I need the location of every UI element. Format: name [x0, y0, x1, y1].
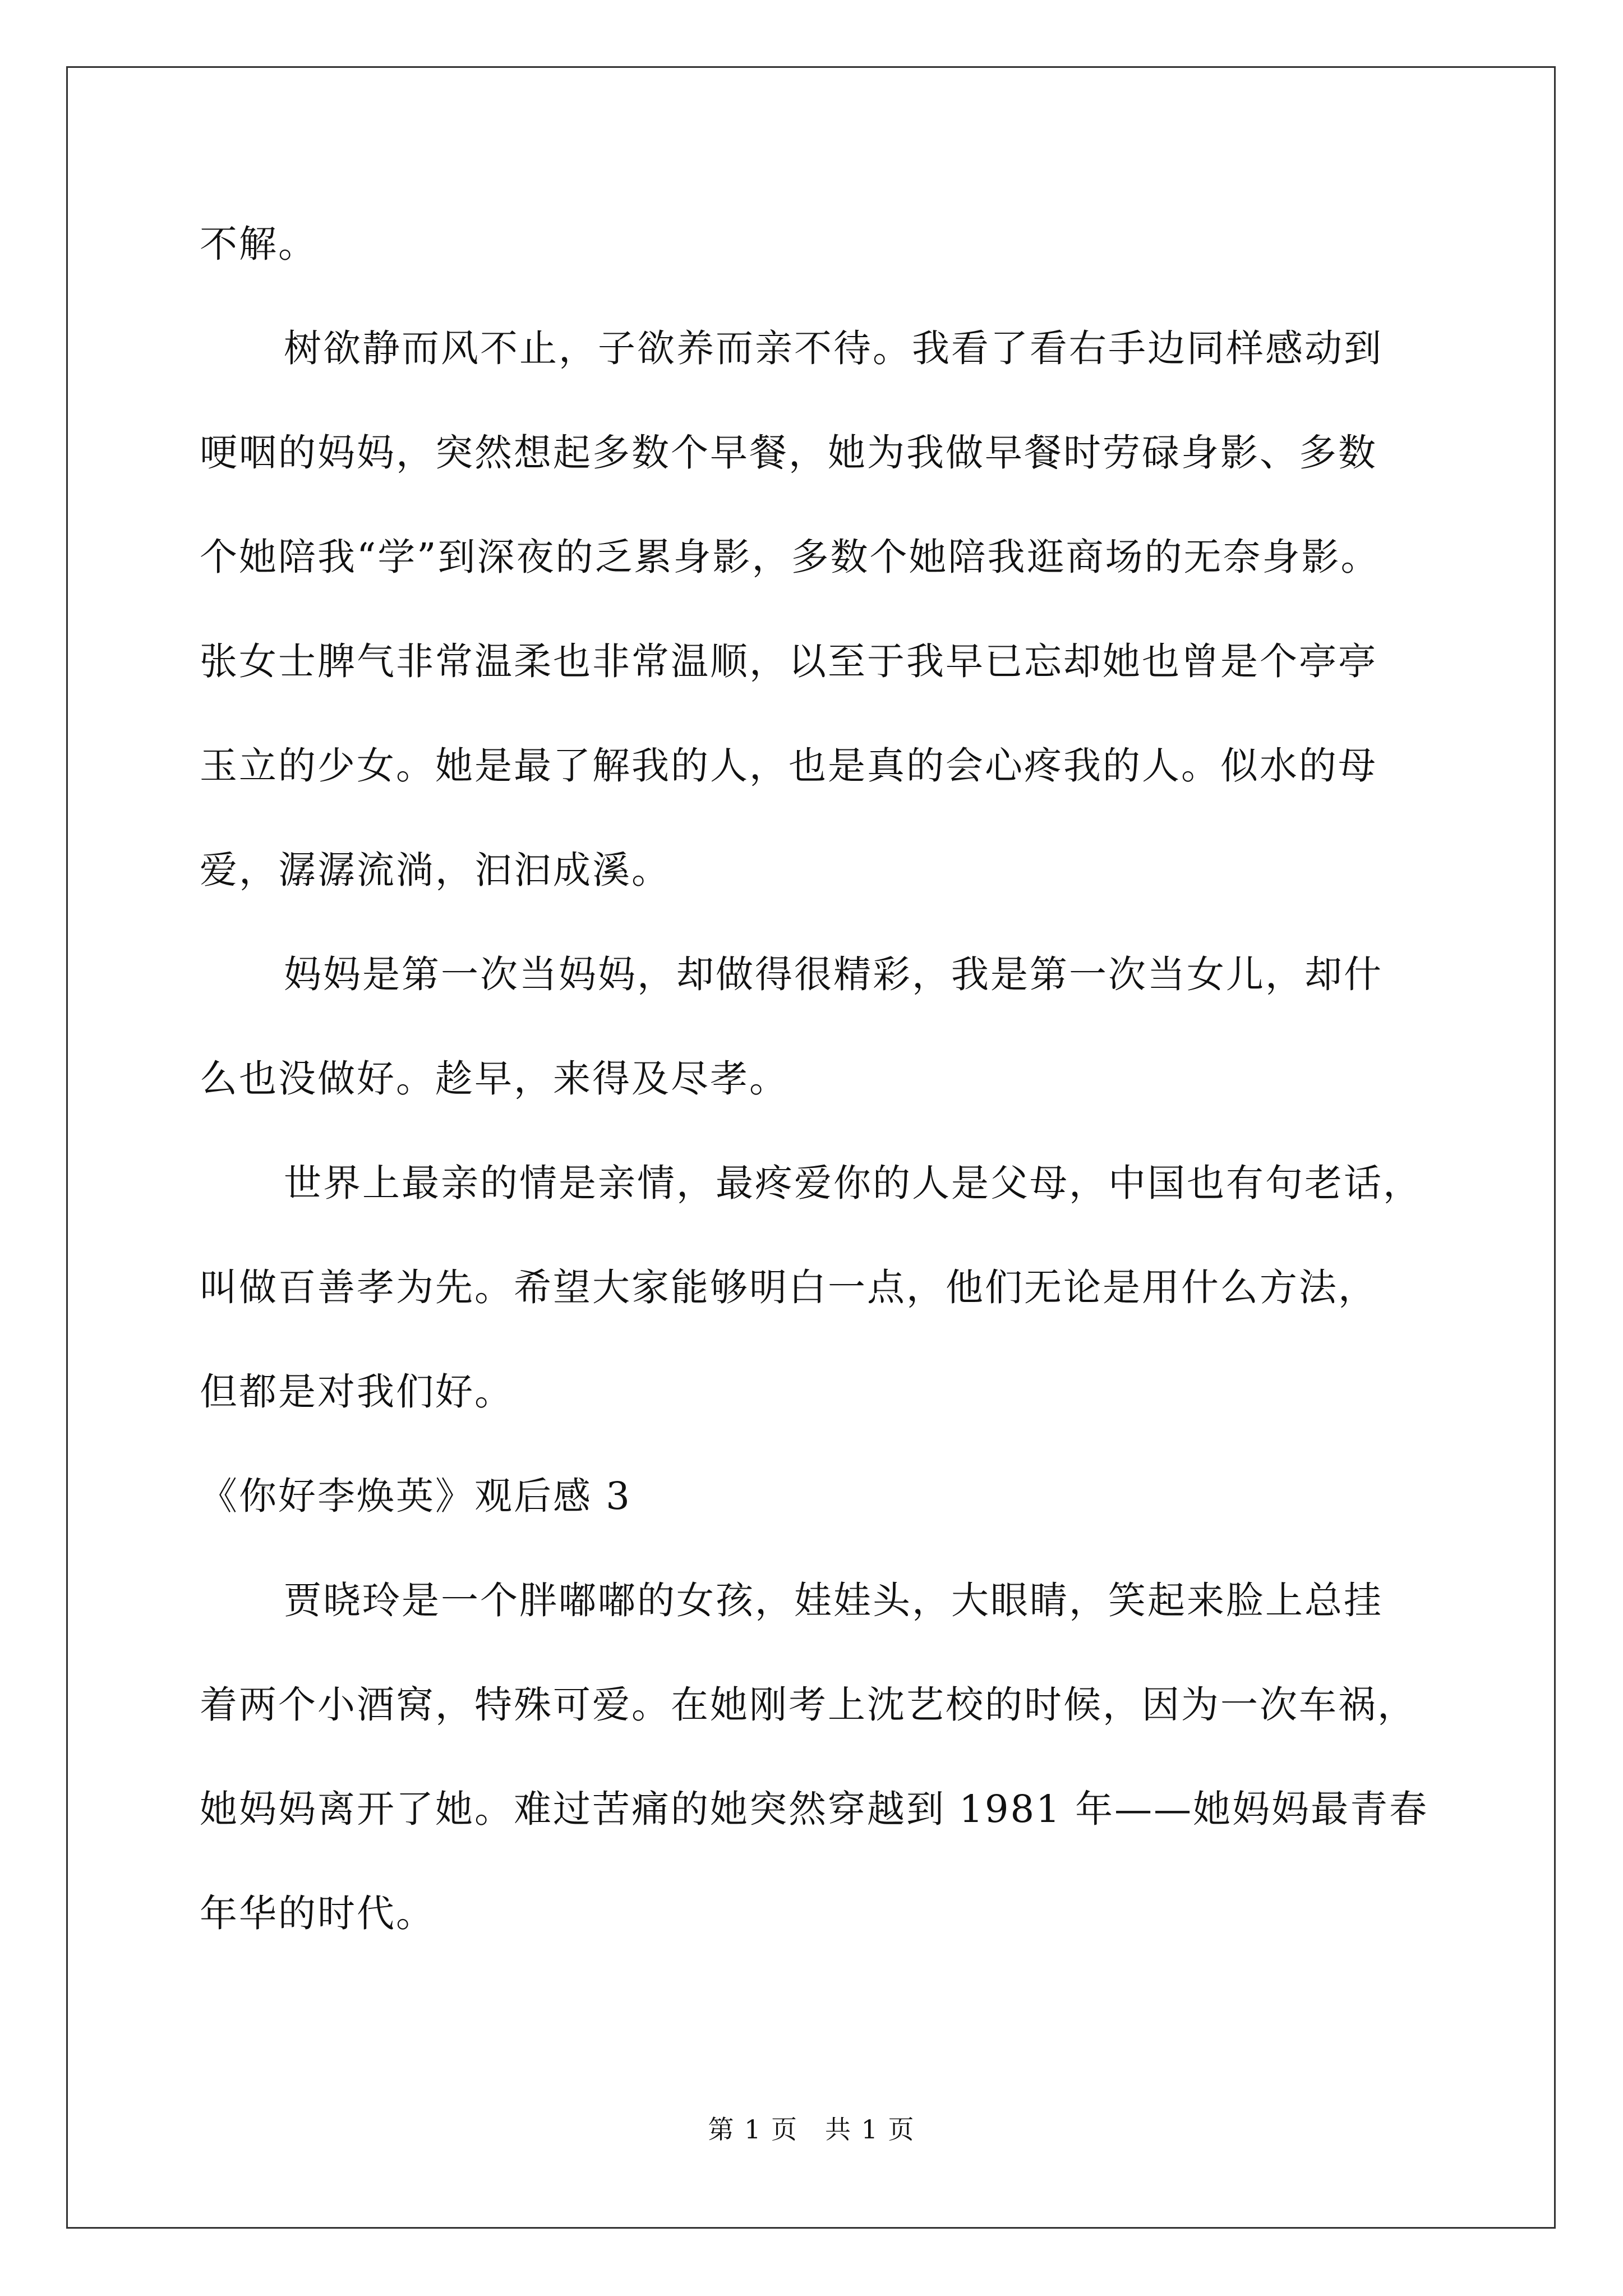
paragraph-line: 哽咽的妈妈，突然想起多数个早餐，她为我做早餐时劳碌身影、多数 — [200, 431, 1377, 475]
paragraph-line: 年华的时代。 — [200, 1892, 435, 1935]
paragraph-line: 着两个小酒窝，特殊可爱。在她刚考上沈艺校的时候，因为一次车祸， — [200, 1683, 1417, 1727]
paragraph-line: 妈妈是第一次当妈妈，却做得很精彩，我是第一次当女儿，却什 — [284, 953, 1383, 996]
page-number-footer: 第 1 页 共 1 页 — [708, 2114, 915, 2145]
paragraph-line: 世界上最亲的情是亲情，最疼爱你的人是父母，中国也有句老话， — [284, 1161, 1422, 1205]
paragraph-line: 贾晓玲是一个胖嘟嘟的女孩，娃娃头，大眼睛，笑起来脸上总挂 — [284, 1579, 1383, 1622]
paragraph-line: 叫做百善孝为先。希望大家能够明白一点，他们无论是用什么方法， — [200, 1266, 1377, 1309]
paragraph-line: 树欲静而风不止，子欲养而亲不待。我看了看右手边同样感动到 — [284, 326, 1383, 370]
paragraph-line: 玉立的少女。她是最了解我的人，也是真的会心疼我的人。似水的母 — [200, 744, 1377, 788]
section-heading: 《你好李焕英》观后感 3 — [200, 1474, 631, 1518]
paragraph-line: 张女士脾气非常温柔也非常温顺，以至于我早已忘却她也曾是个亭亭 — [200, 639, 1377, 683]
paragraph-line: 不解。 — [200, 222, 317, 266]
paragraph-line: 她妈妈离开了她。难过苦痛的她突然穿越到 1981 年——她妈妈最青春 — [200, 1787, 1429, 1831]
paragraph-line: 个她陪我“学”到深夜的乏累身影，多数个她陪我逛商场的无奈身影。 — [200, 535, 1380, 579]
paragraph-line: 爱，潺潺流淌，汩汩成溪。 — [200, 848, 671, 892]
paragraph-line: 么也没做好。趁早，来得及尽孝。 — [200, 1057, 789, 1101]
paragraph-line: 但都是对我们好。 — [200, 1370, 514, 1414]
